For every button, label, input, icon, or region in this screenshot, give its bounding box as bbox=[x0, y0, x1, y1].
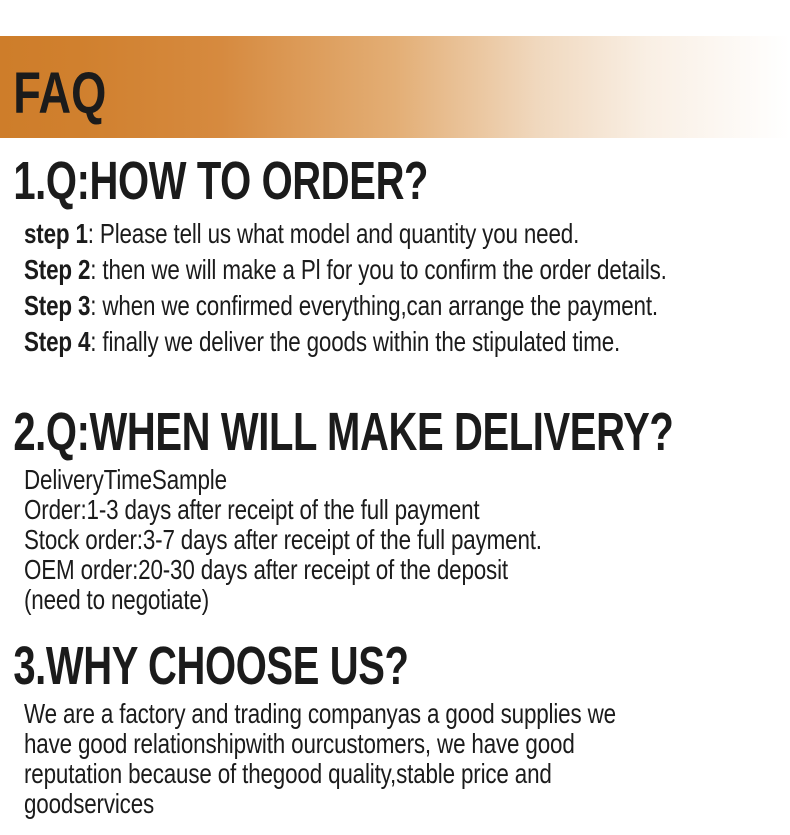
order-step-2-label: Step 2 bbox=[24, 254, 91, 285]
why-choose-us-paragraph bbox=[0, 699, 790, 819]
section-how-to-order bbox=[0, 151, 790, 360]
why-line-3: reputation because of thegood quality,stable price and bbox=[24, 758, 552, 789]
section-heading-delivery: 2.Q:WHEN WILL MAKE DELIVERY? bbox=[13, 402, 674, 462]
delivery-line-oem: OEM order:20-30 days after receipt of the deposit bbox=[24, 554, 508, 585]
delivery-line-title: DeliveryTimeSample bbox=[24, 464, 227, 495]
order-step-4 bbox=[0, 324, 632, 360]
order-step-1-label: step 1 bbox=[24, 218, 88, 249]
delivery-info-list bbox=[0, 465, 790, 615]
order-step-3-text: : when we confirmed everything,can arrange the payment. bbox=[90, 290, 658, 321]
section-heading-how-to-order: 1.Q:HOW TO ORDER? bbox=[13, 151, 429, 211]
faq-header-band bbox=[0, 36, 790, 138]
section-heading-why-choose-us: 3.WHY CHOOSE US? bbox=[13, 636, 409, 696]
order-step-1-text: : Please tell us what model and quantity you need. bbox=[87, 218, 580, 249]
why-line-4: goodservices bbox=[24, 788, 155, 819]
delivery-line-negotiate: (need to negotiate) bbox=[24, 584, 210, 615]
section-why-choose-us bbox=[0, 636, 790, 819]
faq-header-title: FAQ bbox=[13, 61, 107, 126]
why-line-1: We are a factory and trading companyas a good supplies we bbox=[24, 698, 616, 729]
order-step-3 bbox=[0, 288, 658, 324]
delivery-line-order: Order:1-3 days after receipt of the full payment bbox=[24, 494, 480, 525]
order-step-2 bbox=[0, 252, 667, 288]
section-delivery bbox=[0, 402, 790, 615]
why-line-2: have good relationshipwith ourcustomers, we have good bbox=[24, 728, 575, 759]
order-step-1 bbox=[0, 216, 632, 252]
order-step-4-text: : finally we deliver the goods within the stipulated time. bbox=[90, 326, 621, 357]
delivery-line-stock: Stock order:3-7 days after receipt of the full payment. bbox=[24, 524, 542, 555]
order-step-4-label: Step 4 bbox=[24, 326, 91, 357]
order-step-3-label: Step 3 bbox=[24, 290, 91, 321]
order-steps-list bbox=[0, 216, 790, 360]
order-step-2-text: : then we will make a Pl for you to confirm the order details. bbox=[90, 254, 667, 285]
